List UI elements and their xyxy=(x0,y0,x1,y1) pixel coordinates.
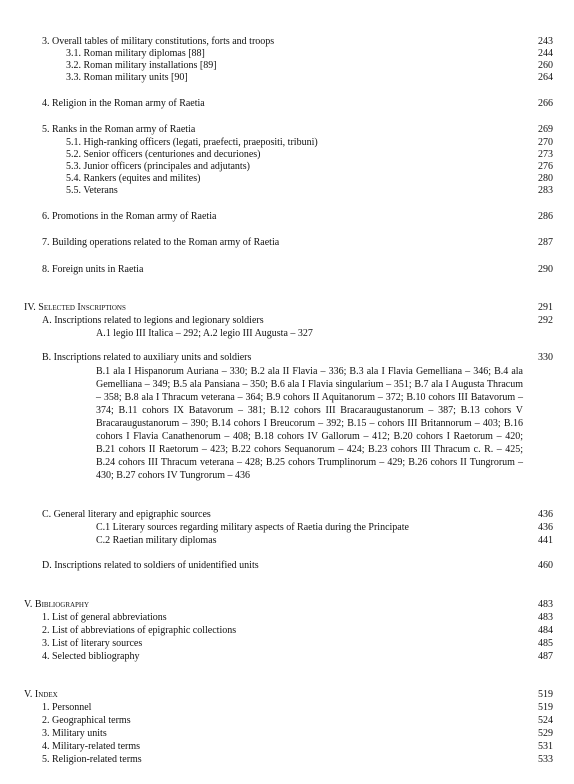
toc-entry-page: 483 xyxy=(538,599,553,610)
toc-entry xyxy=(0,352,574,365)
toc-entry xyxy=(0,728,574,741)
toc-entry-page: 460 xyxy=(538,560,553,571)
toc-entry-title: 3.3. Roman military units [90] xyxy=(66,72,188,83)
toc-entry-page: 484 xyxy=(538,625,553,636)
toc-entry-title: A.1 legio III Italica – 292; A.2 legio III Augusta – 327 xyxy=(96,328,313,339)
toc-entry-page: 273 xyxy=(538,149,553,160)
toc-entry-title: D. Inscriptions related to soldiers of unidentified units xyxy=(42,560,259,571)
toc-entry-page: 276 xyxy=(538,161,553,172)
toc-entry-page: 529 xyxy=(538,728,553,739)
toc-entry xyxy=(0,689,574,702)
toc-entry-title: 1. List of general abbreviations xyxy=(42,612,167,623)
toc-entry-page: 283 xyxy=(538,185,553,196)
toc-entry xyxy=(0,651,574,664)
toc-entry-page: 524 xyxy=(538,715,553,726)
toc-entry-page: 260 xyxy=(538,60,553,71)
toc-entry-page: 330 xyxy=(538,352,553,363)
toc-entry xyxy=(0,522,574,535)
toc-entry-title: IV. Selected Inscriptions xyxy=(24,302,126,313)
toc-entry xyxy=(0,715,574,728)
toc-entry-page: 441 xyxy=(538,535,553,546)
toc-entry-title: C.2 Raetian military diplomas xyxy=(96,535,217,546)
toc-entry xyxy=(0,560,574,573)
toc-entry xyxy=(0,625,574,638)
toc-entry-title: 7. Building operations related to the Roman army of Raetia xyxy=(42,237,280,248)
toc-entry xyxy=(0,185,574,198)
toc-entry xyxy=(0,124,574,137)
toc-entry xyxy=(0,599,574,612)
toc-entry-title: 5.5. Veterans xyxy=(66,185,118,196)
toc-entry xyxy=(0,211,574,224)
toc-entry-title: 4. Religion in the Roman army of Raetia xyxy=(42,98,205,109)
toc-entry xyxy=(0,237,574,250)
toc-entry-page: 280 xyxy=(538,173,553,184)
toc-entry-title: 6. Promotions in the Roman army of Raetia xyxy=(42,211,217,222)
toc-entry-title: 3.2. Roman military installations [89] xyxy=(66,60,217,71)
toc-entry-title: 5.1. High-ranking officers (legati, praefecti, praepositi, tribuni) xyxy=(66,137,318,148)
toc-entry-title: 5.2. Senior officers (centuriones and decuriones) xyxy=(66,149,261,160)
toc-entry-page: 519 xyxy=(538,702,553,713)
toc-entry-title: 5. Religion-related terms xyxy=(42,754,142,765)
toc-entry-title: 3. Military units xyxy=(42,728,107,739)
toc-entry-page: 270 xyxy=(538,137,553,148)
toc-entry-page: 244 xyxy=(538,48,553,59)
toc-entry-page: 533 xyxy=(538,754,553,765)
toc-entry xyxy=(0,535,574,548)
toc-entry-page: 487 xyxy=(538,651,553,662)
toc-entry-page: 264 xyxy=(538,72,553,83)
toc-entry-page: 290 xyxy=(538,264,553,275)
toc-entry-title: 8. Foreign units in Raetia xyxy=(42,264,144,275)
toc-entry-title: 2. List of abbreviations of epigraphic collections xyxy=(42,625,237,636)
toc-entry xyxy=(0,741,574,754)
toc-entry-page: 287 xyxy=(538,237,553,248)
toc-entry-title: B. Inscriptions related to auxiliary units and soldiers xyxy=(42,352,252,363)
toc-entry-title: C. General literary and epigraphic sources xyxy=(42,509,211,520)
toc-entry xyxy=(0,328,574,341)
toc-entry-page: 292 xyxy=(538,315,553,326)
toc-entry-title: A. Inscriptions related to legions and legionary soldiers xyxy=(42,315,264,326)
toc-entry xyxy=(0,754,574,767)
toc-entry-page: 519 xyxy=(538,689,553,700)
toc-entry xyxy=(0,612,574,625)
toc-entry-title: 1. Personnel xyxy=(42,702,92,713)
toc-entry xyxy=(0,72,574,85)
toc-entry xyxy=(0,315,574,328)
toc-entry-title: C.1 Literary sources regarding military aspects of Raetia during the Principate xyxy=(96,522,409,533)
toc-entry-title: 4. Selected bibliography xyxy=(42,651,140,662)
toc-entry xyxy=(0,638,574,651)
toc-entry xyxy=(0,702,574,715)
toc-entry-title: 3. List of literary sources xyxy=(42,638,143,649)
toc-entry-title: 3.1. Roman military diplomas [88] xyxy=(66,48,205,59)
toc-entry-page: 485 xyxy=(538,638,553,649)
toc-entry-page: 269 xyxy=(538,124,553,135)
toc-entry-page: 266 xyxy=(538,98,553,109)
toc-entry-title: V. Index xyxy=(24,689,58,700)
toc-entry xyxy=(0,509,574,522)
toc-entry-page: 436 xyxy=(538,522,553,533)
toc-entry-title: 5.4. Rankers (equites and milites) xyxy=(66,173,201,184)
toc-entry xyxy=(0,264,574,277)
toc-entry xyxy=(0,98,574,111)
toc-entry-title: 5.3. Junior officers (principales and adjutants) xyxy=(66,161,250,172)
toc-entry-page: 436 xyxy=(538,509,553,520)
toc-entry-page: 286 xyxy=(538,211,553,222)
toc-entry-page: 531 xyxy=(538,741,553,752)
toc-entry-page: 243 xyxy=(538,36,553,47)
toc-entry-title: 2. Geographical terms xyxy=(42,715,131,726)
toc-entry-title: 3. Overall tables of military constitutions, forts and troops xyxy=(42,36,275,47)
toc-entry-page: 483 xyxy=(538,612,553,623)
toc-entry-title: 5. Ranks in the Roman army of Raetia xyxy=(42,124,196,135)
toc-entry xyxy=(0,302,574,315)
toc-entry-title: V. Bibliography xyxy=(24,599,90,610)
auxiliary-inscriptions-list: B.1 ala I Hispanorum Auriana – 330; B.2 ala II Flavia – 336; B.3 ala I Flavia Gemelliana – 346; B.4 ala Gemelliana – 349; B.5 ala Pansiana – 350; B.6 ala I Flavia singularium – 351; B.7 ala I Augusta Thracum – 358; B.8 ala I Thracum veterana – 364; B.9 cohors II Aquitanorum – 372; B.10 cohors III Batavorum – 374; B.11 cohors IX Batavorum – 381; B.12 cohors III Bracaraugustanorum – 387; B.13 cohors V Bracaraugustanorum – 390; B.14 cohors I Breucorum – 392; B.15 – cohors III Britannorum – 403; B.16 cohors I Flavia Canathenorum – 408; B.18 cohors IV Gallorum – 412; B.20 cohors I Raetorum – 420; B.21 cohors II Raetorum – 423; B.22 cohors Sequanorum – 424; B.23 cohors III Thracum c. R. – 425; B.24 cohors III Thracum veterana – 428; B.25 cohors Trumplinorum – 429; B.26 cohors II Tungrorum – 430; B.27 cohors IV Tungrorum – 436 xyxy=(96,366,523,481)
toc-entry-page: 291 xyxy=(538,302,553,313)
toc-entry-title: 4. Military-related terms xyxy=(42,741,141,752)
